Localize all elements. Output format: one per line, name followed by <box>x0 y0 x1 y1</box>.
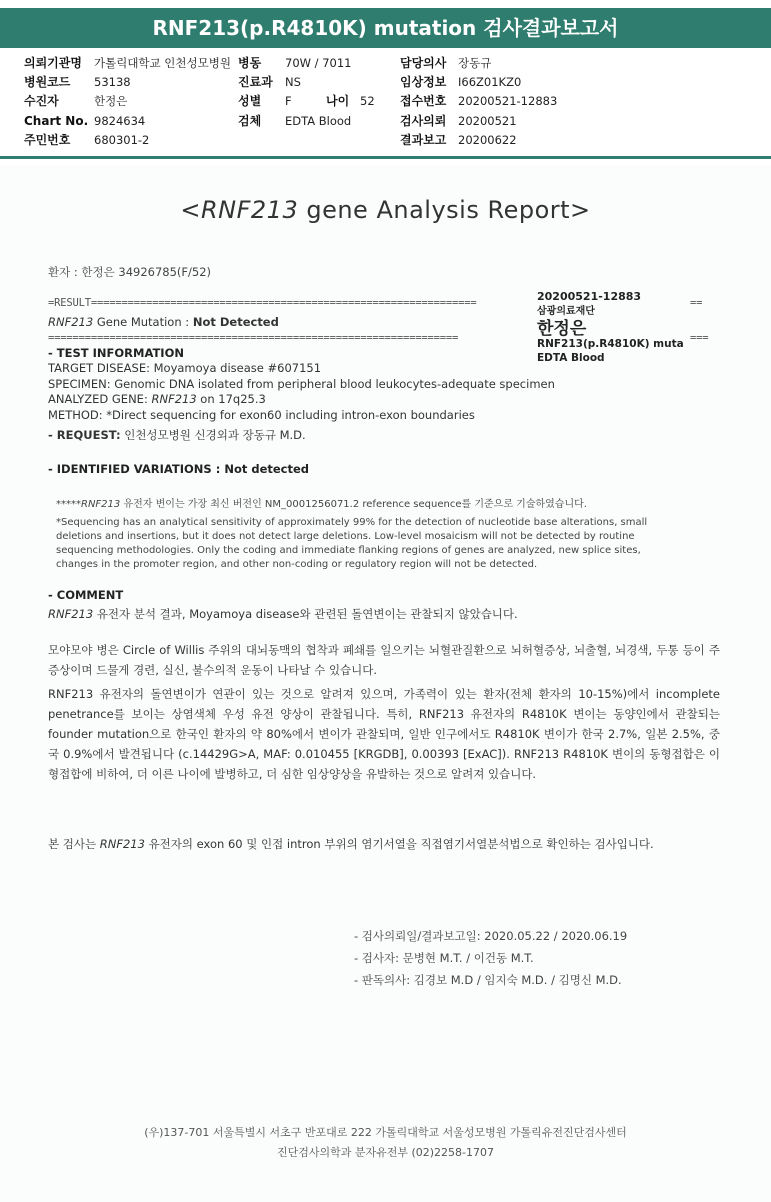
note-prefix: ***** <box>56 499 81 510</box>
age-label: 나이 <box>326 94 350 108</box>
separator-tail: === <box>690 332 709 344</box>
disclaimer-line: *Sequencing has an analytical sensitivity of approximately 99% for the detection of nucleotide base alterations, small <box>56 517 648 528</box>
disclaimer-line: deletions and insertions, but it does not detect large deletions. Low-level mosaicism will not be detected by routine <box>56 531 635 542</box>
request-label: - REQUEST: <box>48 428 121 442</box>
report-heading-prefix: < <box>180 196 201 224</box>
separator-line: =================================================================== <box>48 332 459 344</box>
comment-method-prefix: 본 검사는 <box>48 837 100 851</box>
report-heading <box>0 196 771 224</box>
header-label: 임상정보 <box>400 75 447 89</box>
header-label: 접수번호 <box>400 94 447 108</box>
footer-department: 진단검사의학과 분자유전부 (02)2258-1707 <box>276 1146 495 1159</box>
analyzed-gene <box>48 392 266 406</box>
scanned-report <box>0 166 771 1202</box>
identified-variations: - IDENTIFIED VARIATIONS : Not detected <box>48 462 310 476</box>
header-divider <box>0 156 771 159</box>
mutation-gene: RNF213 <box>48 315 94 329</box>
specimen-info: SPECIMEN: Genomic DNA isolated from peripheral blood leukocytes-adequate specimen <box>48 377 555 391</box>
header-value: 20200521 <box>458 114 517 128</box>
header-value: 9824634 <box>94 114 146 128</box>
header-value: 20200622 <box>458 133 517 147</box>
header-label: 병원코드 <box>24 75 71 89</box>
comment-method-rest: 유전자의 exon 60 및 인접 intron 부위의 염기서열을 직접염기서열분석법으로 확인하는 검사입니다. <box>144 837 654 851</box>
disclaimer-line: changes in the promoter region, and other non-coding or regulatory region will not be detected. <box>56 559 538 570</box>
sticker-accession: 20200521-12883 <box>537 290 642 303</box>
mutation-value: Not Detected <box>192 315 279 329</box>
header-value: 가톨릭대학교 인천성모병원 <box>94 56 231 70</box>
comment-method <box>48 834 720 854</box>
header-label: 검사의뢰 <box>400 114 447 128</box>
comment-gene: RNF213 <box>48 607 94 621</box>
analyzed-prefix: ANALYZED GENE: <box>48 392 152 406</box>
header-value: 680301-2 <box>94 133 150 147</box>
age-value: 52 <box>360 94 375 108</box>
report-title-bar: RNF213(p.R4810K) mutation 검사결과보고서 <box>0 8 771 48</box>
result-separator-tail: == <box>690 297 703 309</box>
header-label: 의뢰기관명 <box>24 56 82 70</box>
header-label: 성별 <box>238 94 262 108</box>
sticker-specimen: EDTA Blood <box>537 352 605 364</box>
reference-note <box>56 498 587 512</box>
request-value: 인천성모병원 신경외과 장동규 M.D. <box>120 428 306 442</box>
header-label: 병동 <box>238 56 262 70</box>
header-value: 장동규 <box>458 56 492 70</box>
mutation-result <box>48 315 279 329</box>
header-value: NS <box>285 75 301 89</box>
header-row <box>0 73 771 92</box>
comment-method-gene: RNF213 <box>99 837 145 851</box>
note-rest: 유전자 변이는 가장 최신 버전인 NM_0001256071.2 reference sequence를 기준으로 기술하였습니다. <box>120 499 587 510</box>
comment-rnf213: RNF213 유전자의 돌연변이가 연관이 있는 것으로 알려져 있으며, 가족력이 있는 환자(전체 환자의 10-15%)에서 incomplete penetrance를 보이는 상염색체 우성 유전 양상이 관찰됩니다. 특히, RNF213 유전자의 R4810K 변이는 동양인에서 관찰되는 founder mutation으로 한국인 환자의 약 80%에서 변이가 관찰되며, 일반 인구에서도 R4810K 변이가 한국 2.7%, 일본 2.5%, 중국 0.9%에서 발견됩니다 (c.14429G>A, MAF: 0.010455 [KRGDB], 0.00393 [ExAC]). RNF213 R4810K 변이의 동형접합은 이형접합에 비하여, 더 이른 나이에 발병하고, 더 심한 임상양상을 유발하는 것으로 알려져 있습니다. <box>48 687 720 781</box>
reading-physicians: - 판독의사: 김경보 M.D / 임지숙 M.D. / 김명신 M.D. <box>354 973 622 987</box>
specimen-label-sticker <box>537 290 697 365</box>
header-value: 70W / 7011 <box>285 56 352 70</box>
header-row <box>0 131 771 150</box>
sticker-name: 한정은 <box>537 319 587 339</box>
comment-heading: - COMMENT <box>48 588 124 602</box>
examiners: - 검사자: 문병현 M.T. / 이건동 M.T. <box>354 951 534 965</box>
sticker-org: 삼광의료재단 <box>537 306 595 317</box>
method-info: METHOD: *Direct sequencing for exon60 including intron-exon boundaries <box>48 408 475 422</box>
header-label: 진료과 <box>238 75 273 89</box>
header-label: 검체 <box>238 114 262 128</box>
target-disease: TARGET DISEASE: Moyamoya disease #607151 <box>48 361 322 375</box>
header-value: I66Z01KZ0 <box>458 75 522 89</box>
note-gene: RNF213 <box>81 499 121 510</box>
comment-result-text: 유전자 분석 결과, Moyamoya disease와 관련된 돌연변이는 관찰되지 않았습니다. <box>93 607 518 621</box>
header-label: 수진자 <box>24 94 59 108</box>
sticker-test: RNF213(p.R4810K) muta <box>537 338 684 350</box>
analyzed-suffix: on 17q25.3 <box>196 392 266 406</box>
header-value: 20200521-12883 <box>458 94 558 108</box>
mutation-label: Gene Mutation : <box>93 315 193 329</box>
header-value: 한정은 <box>94 94 128 108</box>
header-row <box>0 112 771 131</box>
comment-moyamoya: 모야모야 병은 Circle of Willis 주위의 대뇌동맥의 협착과 폐쇄를 일으키는 뇌혈관질환으로 뇌허혈증상, 뇌출혈, 뇌경색, 두통 등이 주증상이며 드물게 경련, 실신, 불수의적 운동이 나타날 수 있습니다. <box>48 643 720 677</box>
header-row <box>0 54 771 73</box>
header-label: 주민번호 <box>24 133 71 147</box>
request-line <box>48 427 306 443</box>
result-separator: =RESULT=============================================================== <box>48 297 477 309</box>
disclaimer-line: sequencing methodologies. Only the coding and immediate flanking regions of genes are analyzed, new splice sites, <box>56 545 641 556</box>
header-row <box>0 92 771 111</box>
report-heading-rest: gene Analysis Report> <box>298 196 591 224</box>
header-label: 담당의사 <box>400 56 447 70</box>
test-info-heading: - TEST INFORMATION <box>48 346 184 360</box>
request-report-dates: - 검사의뢰일/결과보고일: 2020.05.22 / 2020.06.19 <box>354 929 628 943</box>
header-value: EDTA Blood <box>285 114 352 128</box>
header-value: F <box>285 94 292 108</box>
report-heading-gene: RNF213 <box>200 196 299 224</box>
analyzed-gene-name: RNF213 <box>151 392 197 406</box>
header-value: 53138 <box>94 75 131 89</box>
header-label: 결과보고 <box>400 133 447 147</box>
patient-line: 환자 : 한정은 34926785(F/52) <box>48 265 212 279</box>
comment-result <box>48 606 518 622</box>
footer-address: (우)137-701 서울특별시 서초구 반포대로 222 가톨릭대학교 서울성모병원 가톨릭유전진단검사센터 <box>144 1126 627 1139</box>
header-label: Chart No. <box>24 114 89 128</box>
